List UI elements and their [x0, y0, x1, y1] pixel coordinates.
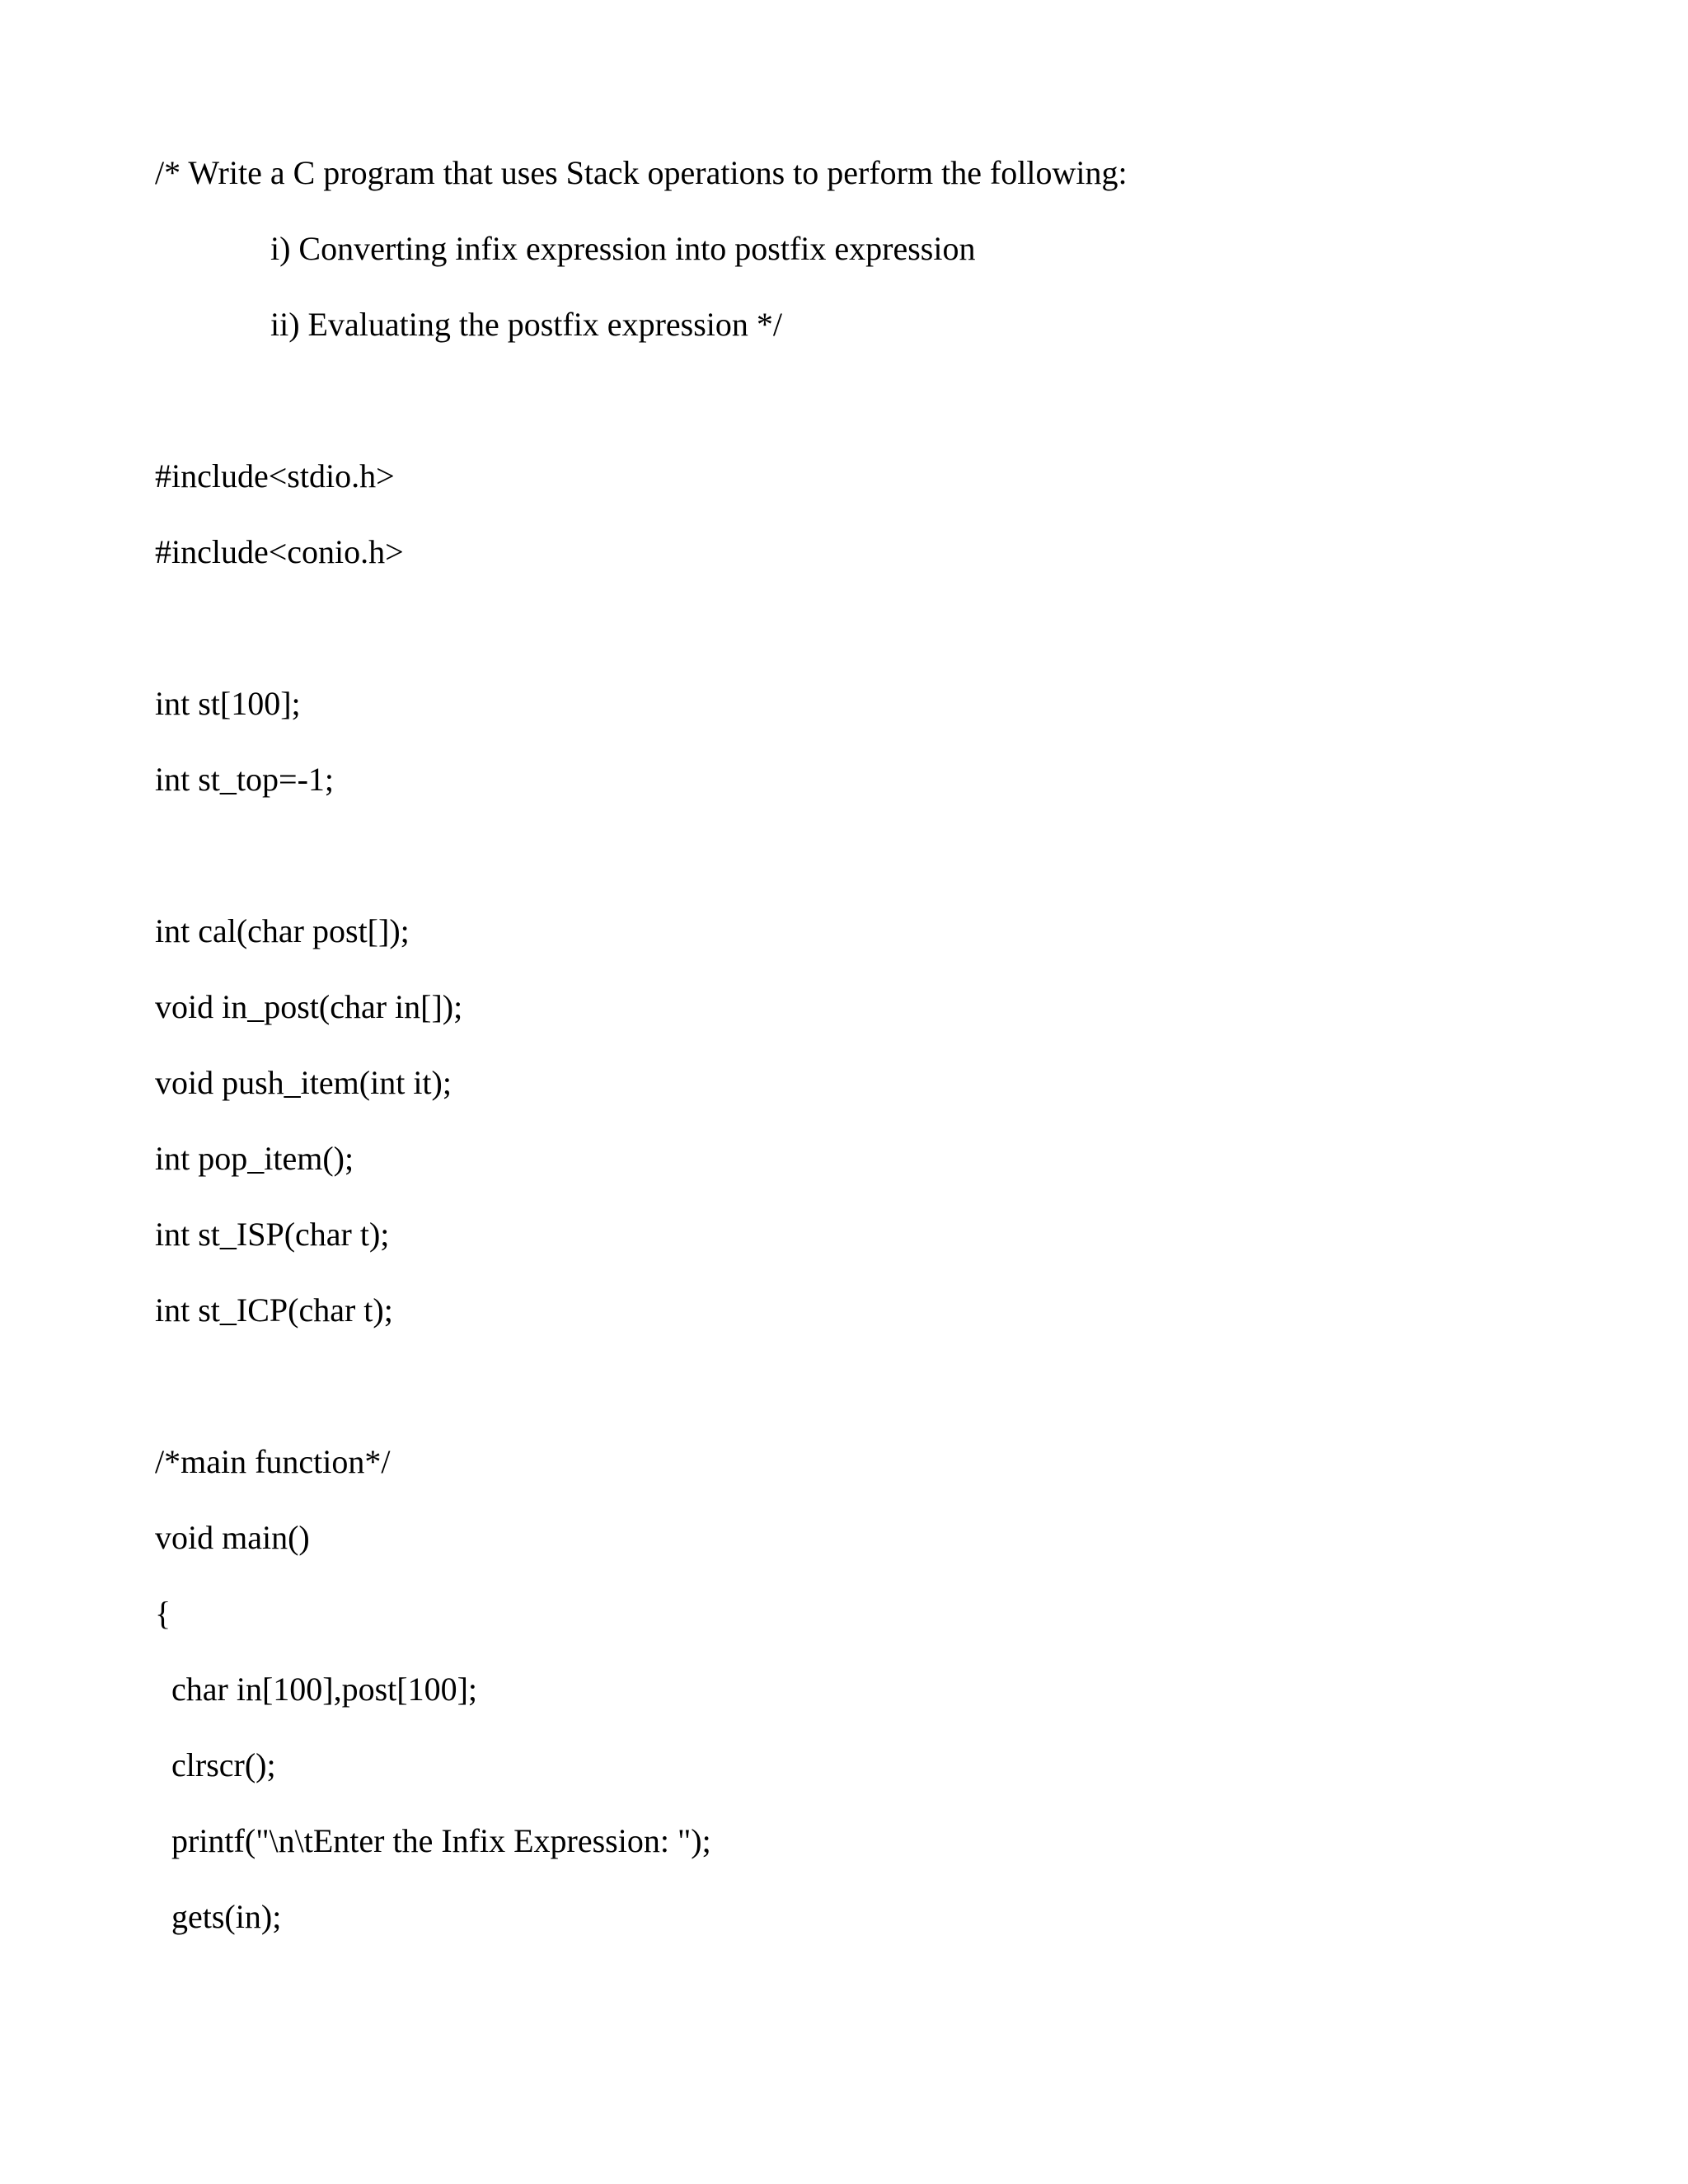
- open-brace-line: {: [155, 1595, 171, 1632]
- printf-line: printf("\n\tEnter the Infix Expression: ");: [171, 1822, 711, 1859]
- main-signature-line: void main(): [155, 1519, 310, 1556]
- comment-item-2-line: ii) Evaluating the postfix expression */: [270, 306, 782, 343]
- stack-array-declaration: int st[100];: [155, 685, 301, 722]
- comment-item-1-line: i) Converting infix expression into postfix expression: [270, 230, 976, 267]
- include-stdio-line: #include<stdio.h>: [155, 457, 395, 494]
- char-declaration-line: char in[100],post[100];: [171, 1671, 478, 1708]
- prototype-st-isp: int st_ISP(char t);: [155, 1216, 390, 1253]
- prototype-in-post: void in_post(char in[]);: [155, 988, 463, 1025]
- stack-top-declaration: int st_top=-1;: [155, 761, 335, 798]
- include-conio-line: #include<conio.h>: [155, 533, 404, 570]
- clrscr-line: clrscr();: [171, 1746, 276, 1783]
- prototype-cal: int cal(char post[]);: [155, 912, 410, 949]
- comment-title-line: /* Write a C program that uses Stack operations to perform the following:: [155, 154, 1128, 191]
- main-comment-line: /*main function*/: [155, 1443, 391, 1480]
- prototype-push-item: void push_item(int it);: [155, 1064, 452, 1101]
- prototype-pop-item: int pop_item();: [155, 1140, 354, 1177]
- gets-line: gets(in);: [171, 1898, 282, 1935]
- prototype-st-icp: int st_ICP(char t);: [155, 1291, 393, 1329]
